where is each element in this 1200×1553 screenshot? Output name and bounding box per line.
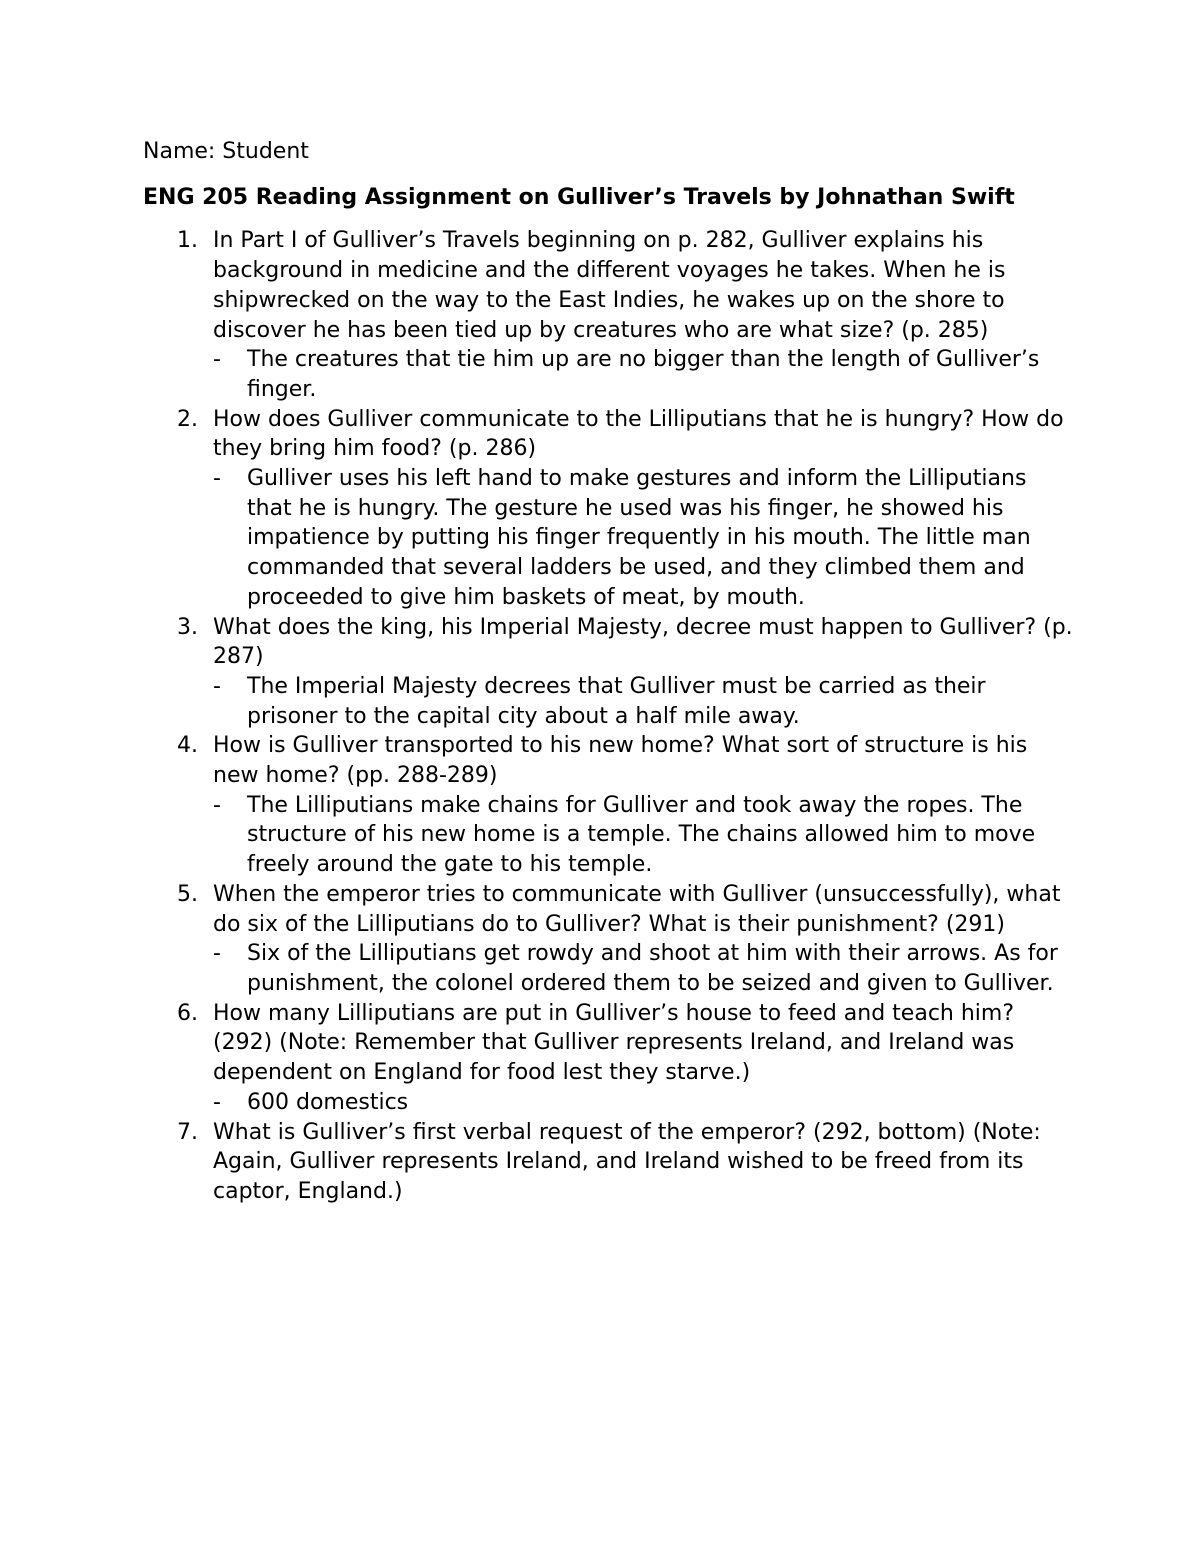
question-item: [143, 405, 1073, 464]
document-title: ENG 205 Reading Assignment on Gulliver’s Travels by Johnathan Swift: [143, 184, 1015, 210]
question-number: 4.: [177, 733, 198, 759]
question-item: [143, 731, 1073, 790]
answer-text: The creatures that tie him up are no bigger than the length of Gulliver’s finger.: [247, 347, 1040, 402]
document-page: [143, 137, 1073, 1207]
question-text: When the emperor tries to communicate with Gulliver (unsuccessfully), what do six of the Lilliputians do to Gulliver? What is their punishment? (291): [213, 881, 1061, 937]
question-text: How many Lilliputians are put in Gulliver’s house to feed and teach him? (292) (Note: Remember that Gulliver represents Ireland, and Ireland was dependent on England for food lest they starve.): [213, 1000, 1015, 1086]
answer-text: The Lilliputians make chains for Gulliver and took away the ropes. The structure of his new home is a temple. The chains allowed him to move freely around the gate to his temple.: [247, 792, 1036, 878]
student-name: Name: Student: [143, 139, 309, 164]
answer-item: [143, 939, 1073, 998]
question-text: In Part I of Gulliver’s Travels beginning on p. 282, Gulliver explains his background in medicine and the different voyages he takes. When he is shipwrecked on the way to the East Indies, he wakes up on the shore to discover he has been tied up by creatures who are what size? (p. 285): [213, 228, 1006, 343]
question-item: [143, 226, 1073, 345]
answer-item: [143, 672, 1073, 731]
question-text: How does Gulliver communicate to the Lilliputians that he is hungry? How do they bring him food? (p. 286): [213, 406, 1064, 462]
question-text: What is Gulliver’s first verbal request of the emperor? (292, bottom) (Note: Again, Gulliver represents Ireland, and Ireland wished to be freed from its captor, England.): [213, 1119, 1041, 1204]
answer-text: The Imperial Majesty decrees that Gulliver must be carried as their prisoner to the capital city about a half mile away.: [247, 673, 986, 729]
question-item: [143, 999, 1073, 1088]
answer-text: Gulliver uses his left hand to make gestures and inform the Lilliputians that he is hungry. The gesture he used was his finger, he showed his impatience by putting his finger frequently in his mouth. The little man commanded that several ladders be used, and they climbed them and proceeded to give him baskets of meat, by mouth.: [247, 466, 1031, 610]
answer-text: Six of the Lilliputians get rowdy and shoot at him with their arrows. As for punishment, the colonel ordered them to be seized and given to Gulliver.: [247, 941, 1058, 996]
question-item: [143, 613, 1073, 672]
question-number: 7.: [177, 1119, 198, 1145]
answer-bullet: -: [213, 941, 221, 967]
question-item: [143, 1118, 1073, 1207]
answer-bullet: -: [213, 673, 221, 699]
answer-item: [143, 1088, 1073, 1118]
question-item: [143, 880, 1073, 939]
question-number: 1.: [177, 228, 198, 254]
answer-bullet: -: [213, 792, 221, 818]
question-text: How is Gulliver transported to his new home? What sort of structure is his new home? (pp. 288-289): [213, 733, 1028, 789]
answer-text: 600 domestics: [247, 1089, 409, 1115]
question-number: 3.: [177, 614, 198, 640]
answer-item: [143, 345, 1073, 404]
question-text: What does the king, his Imperial Majesty, decree must happen to Gulliver? (p. 287): [213, 614, 1073, 670]
answer-bullet: -: [213, 347, 221, 373]
question-number: 6.: [177, 1000, 198, 1026]
question-number: 2.: [177, 406, 198, 432]
answer-bullet: -: [213, 466, 221, 492]
answer-item: [143, 791, 1073, 880]
answer-item: [143, 464, 1073, 613]
answer-bullet: -: [213, 1089, 221, 1115]
question-number: 5.: [177, 881, 198, 907]
